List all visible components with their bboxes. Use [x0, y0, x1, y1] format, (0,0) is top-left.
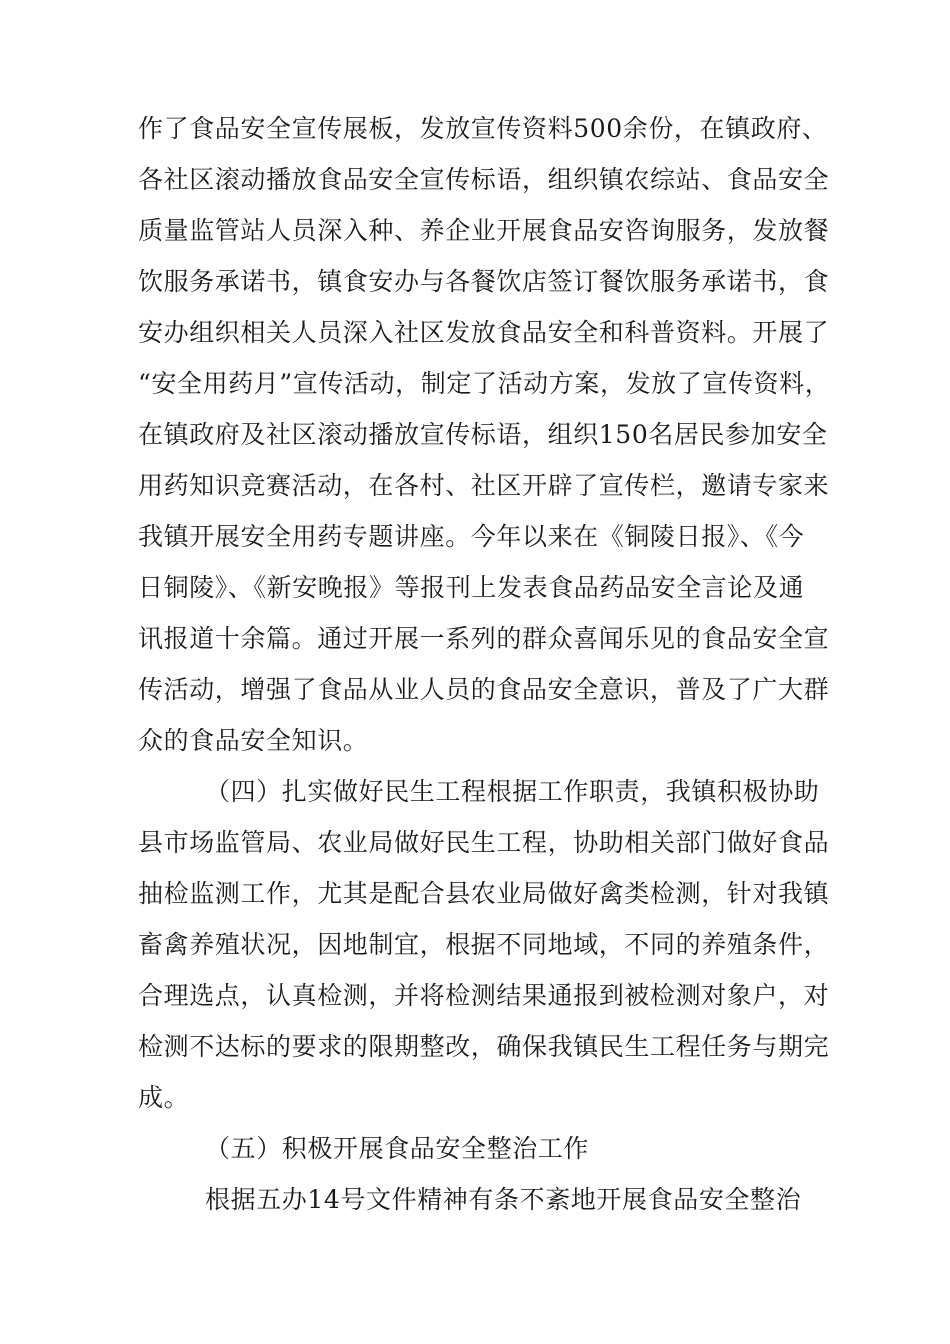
- text-line: 县市场监管局、农业局做好民生工程，协助相关部门做好食品: [138, 828, 830, 857]
- text-line: 质量监管站人员深入种、养企业开展食品安咨询服务，发放餐: [138, 216, 830, 245]
- text-line: 作了食品安全宣传展板，发放宣传资料500余份，在镇政府、: [138, 114, 828, 143]
- text-line: “安全用药月”宣传活动，制定了活动方案，发放了宣传资料，: [138, 369, 831, 398]
- text-line: 根据五办14号文件精神有条不紊地开展食品安全整治: [205, 1185, 802, 1214]
- text-line: （四）扎实做好民生工程根据工作职责，我镇积极协助: [205, 777, 820, 806]
- text-line: 用药知识竞赛活动，在各村、社区开辟了宣传栏，邀请专家来: [138, 471, 830, 500]
- text-line: 我镇开展安全用药专题讲座。今年以来在《铜陵日报》、《今: [138, 522, 805, 551]
- text-line: 在镇政府及社区滚动播放宣传标语，组织150名居民参加安全: [138, 420, 828, 449]
- text-line: 畜禽养殖状况，因地制宜，根据不同地域，不同的养殖条件，: [138, 930, 830, 959]
- text-line: 安办组织相关人员深入社区发放食品安全和科普资料。开展了: [138, 318, 830, 347]
- text-line: 合理选点，认真检测，并将检测结果通报到被检测对象户，对: [138, 981, 830, 1010]
- text-line: 抽检监测工作，尤其是配合县农业局做好禽类检测，针对我镇: [138, 879, 830, 908]
- text-line: 日铜陵》、《新安晚报》等报刊上发表食品药品安全言论及通: [138, 573, 805, 602]
- text-line: 众的食品安全知识。: [138, 726, 369, 755]
- section-heading: （五）积极开展食品安全整治工作: [205, 1134, 590, 1163]
- text-line: 检测不达标的要求的限期整改，确保我镇民生工程任务与期完: [138, 1032, 830, 1061]
- text-line: 成。: [138, 1083, 190, 1112]
- text-line: 传活动，增强了食品从业人员的食品安全意识，普及了广大群: [138, 675, 830, 704]
- text-line: 各社区滚动播放食品安全宣传标语，组织镇农综站、食品安全: [138, 165, 830, 194]
- text-line: 饮服务承诺书，镇食安办与各餐饮店签订餐饮服务承诺书，食: [138, 267, 830, 296]
- text-line: 讯报道十余篇。通过开展一系列的群众喜闻乐见的食品安全宣: [138, 624, 830, 653]
